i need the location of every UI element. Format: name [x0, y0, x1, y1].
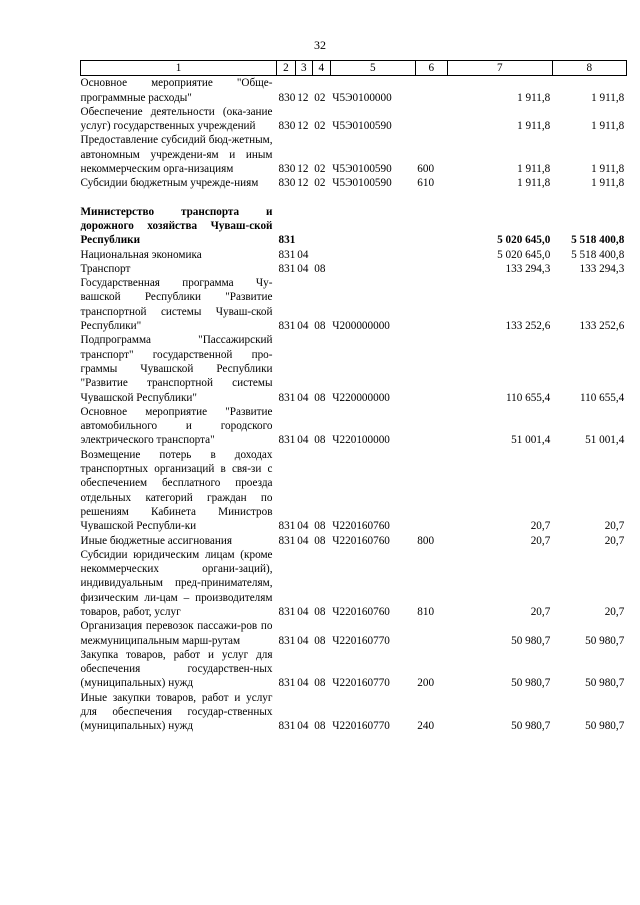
cell-c7: 50 980,7	[511, 634, 551, 647]
cell-c2: 831	[278, 320, 296, 333]
cell-c3: 04	[297, 320, 309, 333]
table-row	[81, 276, 627, 333]
cell-c5: Ч220000000	[332, 391, 390, 404]
row-label: Транспорт	[80, 262, 131, 275]
cell-c2: 831	[278, 234, 296, 247]
cell-c2: 830	[278, 177, 296, 190]
cell-c5: Ч220160770	[332, 677, 390, 690]
table-row	[81, 534, 627, 548]
row-label: Обеспечение деятельности (ока-зание услуг) государственных учреждений	[80, 105, 273, 133]
table-row	[81, 262, 627, 276]
cell-c7: 50 980,7	[511, 677, 551, 690]
cell-c2: 831	[278, 520, 296, 533]
cell-c3: 12	[297, 91, 309, 104]
table-row	[81, 691, 627, 734]
cell-c8: 20,7	[604, 520, 625, 533]
cell-c3: 12	[297, 163, 309, 176]
cell-c4: 02	[314, 91, 326, 104]
cell-c6	[415, 405, 447, 448]
cell-c7: 1 911,8	[517, 91, 551, 104]
row-label: Закупка товаров, работ и услуг для обеспечения государствен-ных (муниципальных) нужд	[80, 648, 273, 690]
row-label: Основное мероприятие "Обще-программные расходы"	[80, 77, 273, 104]
column-header: 4	[312, 61, 330, 76]
cell-c8: 5 518 400,8	[571, 234, 625, 247]
cell-c8: 1 911,8	[591, 163, 625, 176]
cell-c5	[330, 248, 415, 262]
cell-c6	[415, 76, 447, 105]
cell-c7: 133 294,3	[505, 262, 551, 275]
cell-c4: 08	[314, 434, 326, 447]
table-row	[81, 448, 627, 534]
cell-c6	[415, 619, 447, 648]
table-row	[81, 548, 627, 619]
table-row	[81, 205, 627, 248]
row-label: Национальная экономика	[80, 248, 202, 261]
cell-c4: 08	[314, 605, 326, 618]
cell-c7: 5 020 645,0	[497, 248, 551, 261]
cell-c5: Ч220160770	[332, 720, 390, 733]
cell-c7: 20,7	[530, 520, 551, 533]
cell-c3: 04	[297, 262, 309, 275]
table-row	[81, 648, 627, 691]
cell-c5: Ч220160760	[332, 520, 390, 533]
budget-table	[80, 60, 627, 734]
cell-c7: 110 655,4	[505, 391, 551, 404]
cell-c7: 1 911,8	[517, 163, 551, 176]
cell-c5: Ч5Э0100590	[332, 177, 392, 190]
cell-c3: 04	[297, 720, 309, 733]
cell-c5: Ч220160770	[332, 634, 390, 647]
cell-c6	[415, 248, 447, 262]
table-body	[81, 76, 627, 734]
column-header: 3	[295, 61, 312, 76]
table-row	[81, 76, 627, 105]
cell-c6: 600	[417, 163, 435, 176]
spacer-cell	[81, 191, 627, 205]
cell-c4	[312, 205, 330, 248]
cell-c2: 831	[278, 634, 296, 647]
cell-c4: 08	[314, 720, 326, 733]
cell-c4: 08	[314, 534, 326, 547]
cell-c3: 04	[297, 434, 309, 447]
cell-c4: 02	[314, 177, 326, 190]
row-label: Иные бюджетные ассигнования	[80, 534, 232, 547]
row-label: Возмещение потерь в доходах транспортных организаций в свя-зи с обеспечением бесплатного проезда отдельных категорий граждан по решениям Кабинета Министров Чувашской Республи-ки	[80, 448, 273, 533]
cell-c4: 08	[314, 677, 326, 690]
cell-c8: 50 980,7	[585, 677, 625, 690]
table-row	[81, 176, 627, 190]
row-label: Организация перевозок пассажи-ров по межмуниципальным марш-рутам	[80, 620, 273, 647]
cell-c2: 830	[278, 120, 296, 133]
cell-c6: 240	[417, 720, 435, 733]
cell-c8: 20,7	[604, 534, 625, 547]
row-label: Министерство транспорта и дорожного хозяйства Чуваш-ской Республики	[80, 205, 273, 247]
cell-c2: 831	[278, 534, 296, 547]
cell-c8: 50 980,7	[585, 634, 625, 647]
row-label: Основное мероприятие "Развитие автомобильного и городского электрического транспорта"	[80, 405, 273, 447]
cell-c4: 02	[314, 120, 326, 133]
cell-c7: 20,7	[530, 534, 551, 547]
table-row	[81, 333, 627, 404]
cell-c6	[415, 448, 447, 534]
cell-c5: Ч5Э0100000	[332, 91, 392, 104]
table-row	[81, 248, 627, 262]
cell-c2: 830	[278, 91, 296, 104]
cell-c3	[295, 205, 312, 248]
cell-c2: 831	[278, 262, 296, 275]
row-label: Предоставление субсидий бюд-жетным, автономным учреждени-ям и иным некоммерческим орга-низациям	[80, 134, 273, 176]
cell-c6	[415, 105, 447, 134]
cell-c3: 04	[297, 248, 309, 261]
cell-c7: 20,7	[530, 605, 551, 618]
cell-c6	[415, 205, 447, 248]
cell-c3: 04	[297, 605, 309, 618]
table-row	[81, 619, 627, 648]
row-label: Государственная программа Чу-вашской Республики "Развитие транспортной системы Чуваш-ской Республики"	[80, 277, 273, 333]
cell-c6	[415, 262, 447, 276]
cell-c7: 1 911,8	[517, 177, 551, 190]
row-label: Подпрограмма "Пассажирский транспорт" государственной про-граммы Чувашской Республики "Развитие транспортной системы Чувашской Республики"	[80, 334, 273, 404]
column-header: 2	[277, 61, 296, 76]
table-row	[81, 405, 627, 448]
cell-c8: 133 294,3	[579, 262, 625, 275]
column-header: 7	[447, 61, 552, 76]
cell-c4	[312, 248, 330, 262]
cell-c2: 831	[278, 720, 296, 733]
table-header-row	[81, 61, 627, 76]
cell-c2: 831	[278, 677, 296, 690]
row-label: Субсидии бюджетным учрежде-ниям	[80, 177, 259, 190]
column-header: 1	[81, 61, 277, 76]
cell-c4: 08	[314, 391, 326, 404]
column-header: 5	[330, 61, 415, 76]
cell-c8: 1 911,8	[591, 91, 625, 104]
cell-c4: 08	[314, 520, 326, 533]
cell-c7: 1 911,8	[517, 120, 551, 133]
cell-c6: 810	[417, 605, 435, 618]
cell-c8: 5 518 400,8	[571, 248, 625, 261]
cell-c6	[415, 276, 447, 333]
row-label: Иные закупки товаров, работ и услуг для обеспечения государ-ственных (муниципальных) нужд	[80, 691, 273, 733]
cell-c8: 110 655,4	[579, 391, 625, 404]
page-number: 32	[314, 38, 326, 52]
cell-c5: Ч220100000	[332, 434, 390, 447]
cell-c2: 831	[278, 391, 296, 404]
cell-c6: 800	[417, 534, 435, 547]
cell-c2: 831	[278, 605, 296, 618]
cell-c3: 04	[297, 534, 309, 547]
cell-c7: 133 252,6	[505, 320, 551, 333]
cell-c5: Ч200000000	[332, 320, 390, 333]
table-row	[81, 191, 627, 205]
table-row	[81, 133, 627, 176]
cell-c7: 5 020 645,0	[497, 234, 551, 247]
cell-c5: Ч5Э0100590	[332, 163, 392, 176]
cell-c6	[415, 333, 447, 404]
cell-c2: 831	[278, 434, 296, 447]
cell-c5	[330, 205, 415, 248]
cell-c4: 08	[314, 320, 326, 333]
table-row	[81, 105, 627, 134]
cell-c5: Ч220160760	[332, 534, 390, 547]
cell-c2: 830	[278, 163, 296, 176]
cell-c6: 200	[417, 677, 435, 690]
cell-c7: 50 980,7	[511, 720, 551, 733]
cell-c3: 12	[297, 177, 309, 190]
cell-c5: Ч220160760	[332, 605, 390, 618]
cell-c3: 04	[297, 634, 309, 647]
cell-c4: 08	[314, 262, 326, 275]
cell-c8: 20,7	[604, 605, 625, 618]
cell-c4: 08	[314, 634, 326, 647]
row-label: Субсидии юридическим лицам (кроме некоммерческих органи-заций), индивидуальным пред-принимателям, физическим ли-цам – производителям товаров, работ, услуг	[80, 548, 273, 618]
cell-c3: 04	[297, 391, 309, 404]
cell-c2: 831	[278, 248, 296, 261]
cell-c5: Ч5Э0100590	[332, 120, 392, 133]
column-header: 8	[552, 61, 626, 76]
cell-c8: 1 911,8	[591, 177, 625, 190]
cell-c3: 12	[297, 120, 309, 133]
cell-c3: 04	[297, 520, 309, 533]
cell-c6: 610	[417, 177, 435, 190]
cell-c7: 51 001,4	[511, 434, 551, 447]
cell-c8: 50 980,7	[585, 720, 625, 733]
cell-c8: 133 252,6	[579, 320, 625, 333]
cell-c5	[330, 262, 415, 276]
column-header: 6	[415, 61, 447, 76]
cell-c4: 02	[314, 163, 326, 176]
cell-c8: 51 001,4	[585, 434, 625, 447]
cell-c8: 1 911,8	[591, 120, 625, 133]
cell-c3: 04	[297, 677, 309, 690]
